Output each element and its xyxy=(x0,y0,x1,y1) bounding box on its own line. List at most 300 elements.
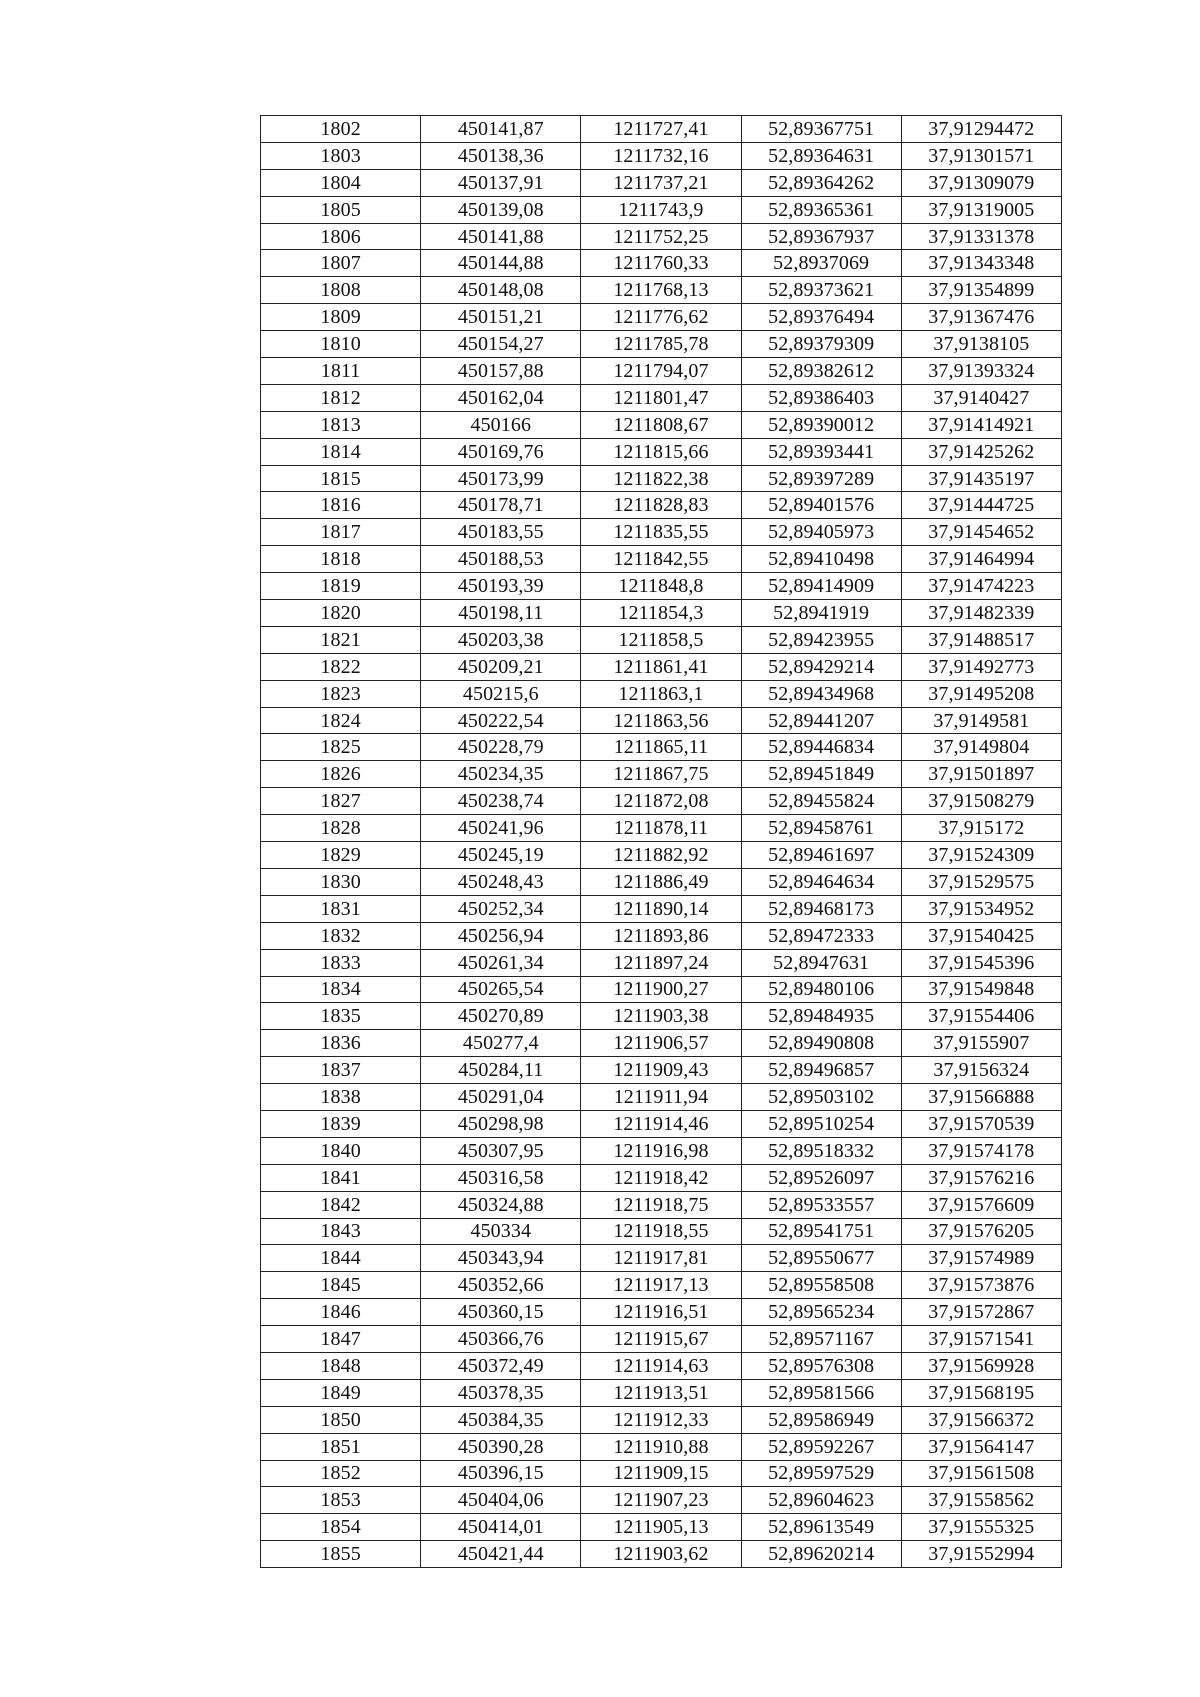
latitude-cell: 52,89461697 xyxy=(741,842,901,869)
table-row xyxy=(261,600,1062,627)
coordinates-table-body xyxy=(261,116,1062,1568)
latitude-cell: 52,89490808 xyxy=(741,1030,901,1057)
longitude-cell: 37,91534952 xyxy=(901,895,1061,922)
point-number-cell: 1808 xyxy=(261,277,421,304)
table-row xyxy=(261,223,1062,250)
y-coordinate-cell: 1211903,38 xyxy=(581,1003,741,1030)
y-coordinate-cell: 1211867,75 xyxy=(581,761,741,788)
x-coordinate-cell: 450248,43 xyxy=(421,868,581,895)
longitude-cell: 37,91570539 xyxy=(901,1110,1061,1137)
y-coordinate-cell: 1211914,63 xyxy=(581,1352,741,1379)
latitude-cell: 52,89364631 xyxy=(741,142,901,169)
x-coordinate-cell: 450188,53 xyxy=(421,546,581,573)
latitude-cell: 52,89565234 xyxy=(741,1299,901,1326)
point-number-cell: 1830 xyxy=(261,868,421,895)
y-coordinate-cell: 1211918,55 xyxy=(581,1218,741,1245)
point-number-cell: 1821 xyxy=(261,626,421,653)
longitude-cell: 37,91435197 xyxy=(901,465,1061,492)
table-row xyxy=(261,734,1062,761)
latitude-cell: 52,89434968 xyxy=(741,680,901,707)
x-coordinate-cell: 450209,21 xyxy=(421,653,581,680)
point-number-cell: 1831 xyxy=(261,895,421,922)
table-row xyxy=(261,1137,1062,1164)
latitude-cell: 52,89367751 xyxy=(741,116,901,143)
longitude-cell: 37,91354899 xyxy=(901,277,1061,304)
y-coordinate-cell: 1211828,83 xyxy=(581,492,741,519)
x-coordinate-cell: 450241,96 xyxy=(421,815,581,842)
y-coordinate-cell: 1211918,75 xyxy=(581,1191,741,1218)
y-coordinate-cell: 1211785,78 xyxy=(581,331,741,358)
table-row xyxy=(261,707,1062,734)
x-coordinate-cell: 450360,15 xyxy=(421,1299,581,1326)
longitude-cell: 37,91576216 xyxy=(901,1164,1061,1191)
latitude-cell: 52,89550677 xyxy=(741,1245,901,1272)
y-coordinate-cell: 1211768,13 xyxy=(581,277,741,304)
longitude-cell: 37,9138105 xyxy=(901,331,1061,358)
table-row xyxy=(261,1272,1062,1299)
x-coordinate-cell: 450238,74 xyxy=(421,788,581,815)
x-coordinate-cell: 450366,76 xyxy=(421,1326,581,1353)
point-number-cell: 1849 xyxy=(261,1379,421,1406)
x-coordinate-cell: 450252,34 xyxy=(421,895,581,922)
y-coordinate-cell: 1211915,67 xyxy=(581,1326,741,1353)
x-coordinate-cell: 450141,87 xyxy=(421,116,581,143)
latitude-cell: 52,89364262 xyxy=(741,169,901,196)
longitude-cell: 37,91569928 xyxy=(901,1352,1061,1379)
latitude-cell: 52,89423955 xyxy=(741,626,901,653)
x-coordinate-cell: 450178,71 xyxy=(421,492,581,519)
y-coordinate-cell: 1211727,41 xyxy=(581,116,741,143)
table-row xyxy=(261,546,1062,573)
longitude-cell: 37,91488517 xyxy=(901,626,1061,653)
x-coordinate-cell: 450256,94 xyxy=(421,922,581,949)
longitude-cell: 37,91309079 xyxy=(901,169,1061,196)
longitude-cell: 37,91464994 xyxy=(901,546,1061,573)
longitude-cell: 37,91393324 xyxy=(901,358,1061,385)
coordinates-table xyxy=(260,115,1062,1568)
latitude-cell: 52,89386403 xyxy=(741,384,901,411)
point-number-cell: 1826 xyxy=(261,761,421,788)
x-coordinate-cell: 450151,21 xyxy=(421,304,581,331)
longitude-cell: 37,91367476 xyxy=(901,304,1061,331)
latitude-cell: 52,89480106 xyxy=(741,976,901,1003)
latitude-cell: 52,89592267 xyxy=(741,1433,901,1460)
table-row xyxy=(261,411,1062,438)
y-coordinate-cell: 1211900,27 xyxy=(581,976,741,1003)
x-coordinate-cell: 450228,79 xyxy=(421,734,581,761)
x-coordinate-cell: 450324,88 xyxy=(421,1191,581,1218)
table-row xyxy=(261,1003,1062,1030)
y-coordinate-cell: 1211906,57 xyxy=(581,1030,741,1057)
y-coordinate-cell: 1211917,13 xyxy=(581,1272,741,1299)
y-coordinate-cell: 1211842,55 xyxy=(581,546,741,573)
y-coordinate-cell: 1211760,33 xyxy=(581,250,741,277)
point-number-cell: 1814 xyxy=(261,438,421,465)
table-row xyxy=(261,895,1062,922)
longitude-cell: 37,91564147 xyxy=(901,1433,1061,1460)
longitude-cell: 37,91454652 xyxy=(901,519,1061,546)
table-row xyxy=(261,438,1062,465)
latitude-cell: 52,89397289 xyxy=(741,465,901,492)
point-number-cell: 1806 xyxy=(261,223,421,250)
point-number-cell: 1846 xyxy=(261,1299,421,1326)
x-coordinate-cell: 450307,95 xyxy=(421,1137,581,1164)
table-row xyxy=(261,761,1062,788)
table-row xyxy=(261,1541,1062,1568)
table-row xyxy=(261,465,1062,492)
table-row xyxy=(261,1245,1062,1272)
point-number-cell: 1803 xyxy=(261,142,421,169)
point-number-cell: 1812 xyxy=(261,384,421,411)
y-coordinate-cell: 1211822,38 xyxy=(581,465,741,492)
x-coordinate-cell: 450372,49 xyxy=(421,1352,581,1379)
latitude-cell: 52,89405973 xyxy=(741,519,901,546)
x-coordinate-cell: 450183,55 xyxy=(421,519,581,546)
point-number-cell: 1825 xyxy=(261,734,421,761)
latitude-cell: 52,89472333 xyxy=(741,922,901,949)
latitude-cell: 52,89620214 xyxy=(741,1541,901,1568)
table-row xyxy=(261,815,1062,842)
longitude-cell: 37,91576609 xyxy=(901,1191,1061,1218)
table-row xyxy=(261,842,1062,869)
point-number-cell: 1852 xyxy=(261,1460,421,1487)
point-number-cell: 1853 xyxy=(261,1487,421,1514)
latitude-cell: 52,89410498 xyxy=(741,546,901,573)
latitude-cell: 52,89441207 xyxy=(741,707,901,734)
longitude-cell: 37,91571541 xyxy=(901,1326,1061,1353)
longitude-cell: 37,91576205 xyxy=(901,1218,1061,1245)
latitude-cell: 52,89468173 xyxy=(741,895,901,922)
latitude-cell: 52,89464634 xyxy=(741,868,901,895)
y-coordinate-cell: 1211737,21 xyxy=(581,169,741,196)
point-number-cell: 1817 xyxy=(261,519,421,546)
table-row xyxy=(261,1084,1062,1111)
x-coordinate-cell: 450390,28 xyxy=(421,1433,581,1460)
x-coordinate-cell: 450141,88 xyxy=(421,223,581,250)
longitude-cell: 37,91529575 xyxy=(901,868,1061,895)
longitude-cell: 37,915172 xyxy=(901,815,1061,842)
y-coordinate-cell: 1211905,13 xyxy=(581,1514,741,1541)
table-row xyxy=(261,1326,1062,1353)
longitude-cell: 37,91524309 xyxy=(901,842,1061,869)
point-number-cell: 1809 xyxy=(261,304,421,331)
table-row xyxy=(261,304,1062,331)
y-coordinate-cell: 1211909,15 xyxy=(581,1460,741,1487)
y-coordinate-cell: 1211808,67 xyxy=(581,411,741,438)
longitude-cell: 37,91425262 xyxy=(901,438,1061,465)
longitude-cell: 37,91568195 xyxy=(901,1379,1061,1406)
x-coordinate-cell: 450234,35 xyxy=(421,761,581,788)
point-number-cell: 1816 xyxy=(261,492,421,519)
point-number-cell: 1839 xyxy=(261,1110,421,1137)
latitude-cell: 52,89526097 xyxy=(741,1164,901,1191)
x-coordinate-cell: 450261,34 xyxy=(421,949,581,976)
table-row xyxy=(261,868,1062,895)
latitude-cell: 52,89455824 xyxy=(741,788,901,815)
point-number-cell: 1834 xyxy=(261,976,421,1003)
table-row xyxy=(261,116,1062,143)
point-number-cell: 1844 xyxy=(261,1245,421,1272)
point-number-cell: 1822 xyxy=(261,653,421,680)
y-coordinate-cell: 1211835,55 xyxy=(581,519,741,546)
point-number-cell: 1810 xyxy=(261,331,421,358)
point-number-cell: 1836 xyxy=(261,1030,421,1057)
y-coordinate-cell: 1211903,62 xyxy=(581,1541,741,1568)
latitude-cell: 52,89367937 xyxy=(741,223,901,250)
latitude-cell: 52,89376494 xyxy=(741,304,901,331)
table-row xyxy=(261,142,1062,169)
latitude-cell: 52,89458761 xyxy=(741,815,901,842)
x-coordinate-cell: 450169,76 xyxy=(421,438,581,465)
y-coordinate-cell: 1211854,3 xyxy=(581,600,741,627)
point-number-cell: 1847 xyxy=(261,1326,421,1353)
latitude-cell: 52,89414909 xyxy=(741,573,901,600)
y-coordinate-cell: 1211893,86 xyxy=(581,922,741,949)
point-number-cell: 1855 xyxy=(261,1541,421,1568)
longitude-cell: 37,91566372 xyxy=(901,1406,1061,1433)
table-row xyxy=(261,277,1062,304)
table-row xyxy=(261,1379,1062,1406)
latitude-cell: 52,89541751 xyxy=(741,1218,901,1245)
longitude-cell: 37,9155907 xyxy=(901,1030,1061,1057)
longitude-cell: 37,9149581 xyxy=(901,707,1061,734)
x-coordinate-cell: 450270,89 xyxy=(421,1003,581,1030)
longitude-cell: 37,91343348 xyxy=(901,250,1061,277)
point-number-cell: 1815 xyxy=(261,465,421,492)
point-number-cell: 1804 xyxy=(261,169,421,196)
latitude-cell: 52,89510254 xyxy=(741,1110,901,1137)
x-coordinate-cell: 450148,08 xyxy=(421,277,581,304)
table-row xyxy=(261,250,1062,277)
y-coordinate-cell: 1211907,23 xyxy=(581,1487,741,1514)
point-number-cell: 1828 xyxy=(261,815,421,842)
x-coordinate-cell: 450298,98 xyxy=(421,1110,581,1137)
x-coordinate-cell: 450421,44 xyxy=(421,1541,581,1568)
x-coordinate-cell: 450414,01 xyxy=(421,1514,581,1541)
table-row xyxy=(261,1110,1062,1137)
longitude-cell: 37,91492773 xyxy=(901,653,1061,680)
point-number-cell: 1843 xyxy=(261,1218,421,1245)
point-number-cell: 1807 xyxy=(261,250,421,277)
point-number-cell: 1837 xyxy=(261,1057,421,1084)
point-number-cell: 1842 xyxy=(261,1191,421,1218)
y-coordinate-cell: 1211882,92 xyxy=(581,842,741,869)
longitude-cell: 37,9149804 xyxy=(901,734,1061,761)
point-number-cell: 1802 xyxy=(261,116,421,143)
latitude-cell: 52,89451849 xyxy=(741,761,901,788)
longitude-cell: 37,91555325 xyxy=(901,1514,1061,1541)
table-row xyxy=(261,573,1062,600)
y-coordinate-cell: 1211897,24 xyxy=(581,949,741,976)
table-row xyxy=(261,358,1062,385)
y-coordinate-cell: 1211910,88 xyxy=(581,1433,741,1460)
table-row xyxy=(261,653,1062,680)
longitude-cell: 37,91561508 xyxy=(901,1460,1061,1487)
latitude-cell: 52,89401576 xyxy=(741,492,901,519)
y-coordinate-cell: 1211732,16 xyxy=(581,142,741,169)
latitude-cell: 52,89576308 xyxy=(741,1352,901,1379)
point-number-cell: 1818 xyxy=(261,546,421,573)
table-row xyxy=(261,1406,1062,1433)
x-coordinate-cell: 450384,35 xyxy=(421,1406,581,1433)
point-number-cell: 1820 xyxy=(261,600,421,627)
x-coordinate-cell: 450144,88 xyxy=(421,250,581,277)
x-coordinate-cell: 450352,66 xyxy=(421,1272,581,1299)
longitude-cell: 37,91495208 xyxy=(901,680,1061,707)
longitude-cell: 37,91482339 xyxy=(901,600,1061,627)
table-row xyxy=(261,196,1062,223)
point-number-cell: 1838 xyxy=(261,1084,421,1111)
longitude-cell: 37,9140427 xyxy=(901,384,1061,411)
y-coordinate-cell: 1211878,11 xyxy=(581,815,741,842)
latitude-cell: 52,89586949 xyxy=(741,1406,901,1433)
x-coordinate-cell: 450404,06 xyxy=(421,1487,581,1514)
latitude-cell: 52,89390012 xyxy=(741,411,901,438)
longitude-cell: 37,91566888 xyxy=(901,1084,1061,1111)
longitude-cell: 37,91301571 xyxy=(901,142,1061,169)
latitude-cell: 52,89503102 xyxy=(741,1084,901,1111)
x-coordinate-cell: 450334 xyxy=(421,1218,581,1245)
y-coordinate-cell: 1211913,51 xyxy=(581,1379,741,1406)
x-coordinate-cell: 450139,08 xyxy=(421,196,581,223)
x-coordinate-cell: 450291,04 xyxy=(421,1084,581,1111)
longitude-cell: 37,91294472 xyxy=(901,116,1061,143)
longitude-cell: 37,91474223 xyxy=(901,573,1061,600)
y-coordinate-cell: 1211912,33 xyxy=(581,1406,741,1433)
latitude-cell: 52,89597529 xyxy=(741,1460,901,1487)
point-number-cell: 1845 xyxy=(261,1272,421,1299)
x-coordinate-cell: 450198,11 xyxy=(421,600,581,627)
table-row xyxy=(261,519,1062,546)
point-number-cell: 1850 xyxy=(261,1406,421,1433)
y-coordinate-cell: 1211863,1 xyxy=(581,680,741,707)
longitude-cell: 37,91572867 xyxy=(901,1299,1061,1326)
longitude-cell: 37,91331378 xyxy=(901,223,1061,250)
y-coordinate-cell: 1211890,14 xyxy=(581,895,741,922)
table-row xyxy=(261,492,1062,519)
longitude-cell: 37,91508279 xyxy=(901,788,1061,815)
x-coordinate-cell: 450284,11 xyxy=(421,1057,581,1084)
y-coordinate-cell: 1211776,62 xyxy=(581,304,741,331)
x-coordinate-cell: 450316,58 xyxy=(421,1164,581,1191)
point-number-cell: 1824 xyxy=(261,707,421,734)
table-row xyxy=(261,1030,1062,1057)
x-coordinate-cell: 450193,39 xyxy=(421,573,581,600)
table-row xyxy=(261,331,1062,358)
longitude-cell: 37,91501897 xyxy=(901,761,1061,788)
table-row xyxy=(261,1218,1062,1245)
y-coordinate-cell: 1211801,47 xyxy=(581,384,741,411)
longitude-cell: 37,91573876 xyxy=(901,1272,1061,1299)
latitude-cell: 52,89365361 xyxy=(741,196,901,223)
table-row xyxy=(261,976,1062,1003)
x-coordinate-cell: 450154,27 xyxy=(421,331,581,358)
y-coordinate-cell: 1211918,42 xyxy=(581,1164,741,1191)
x-coordinate-cell: 450222,54 xyxy=(421,707,581,734)
point-number-cell: 1811 xyxy=(261,358,421,385)
point-number-cell: 1835 xyxy=(261,1003,421,1030)
longitude-cell: 37,91574989 xyxy=(901,1245,1061,1272)
table-row xyxy=(261,1164,1062,1191)
latitude-cell: 52,89382612 xyxy=(741,358,901,385)
latitude-cell: 52,89604623 xyxy=(741,1487,901,1514)
table-row xyxy=(261,384,1062,411)
latitude-cell: 52,89558508 xyxy=(741,1272,901,1299)
latitude-cell: 52,89379309 xyxy=(741,331,901,358)
x-coordinate-cell: 450265,54 xyxy=(421,976,581,1003)
longitude-cell: 37,91558562 xyxy=(901,1487,1061,1514)
longitude-cell: 37,91554406 xyxy=(901,1003,1061,1030)
point-number-cell: 1819 xyxy=(261,573,421,600)
x-coordinate-cell: 450378,35 xyxy=(421,1379,581,1406)
latitude-cell: 52,8941919 xyxy=(741,600,901,627)
point-number-cell: 1813 xyxy=(261,411,421,438)
latitude-cell: 52,89571167 xyxy=(741,1326,901,1353)
y-coordinate-cell: 1211858,5 xyxy=(581,626,741,653)
table-row xyxy=(261,788,1062,815)
x-coordinate-cell: 450245,19 xyxy=(421,842,581,869)
x-coordinate-cell: 450215,6 xyxy=(421,680,581,707)
latitude-cell: 52,89429214 xyxy=(741,653,901,680)
table-row xyxy=(261,626,1062,653)
latitude-cell: 52,89613549 xyxy=(741,1514,901,1541)
y-coordinate-cell: 1211914,46 xyxy=(581,1110,741,1137)
longitude-cell: 37,91540425 xyxy=(901,922,1061,949)
longitude-cell: 37,91545396 xyxy=(901,949,1061,976)
longitude-cell: 37,91414921 xyxy=(901,411,1061,438)
point-number-cell: 1833 xyxy=(261,949,421,976)
y-coordinate-cell: 1211916,51 xyxy=(581,1299,741,1326)
latitude-cell: 52,89446834 xyxy=(741,734,901,761)
y-coordinate-cell: 1211917,81 xyxy=(581,1245,741,1272)
longitude-cell: 37,91549848 xyxy=(901,976,1061,1003)
y-coordinate-cell: 1211886,49 xyxy=(581,868,741,895)
y-coordinate-cell: 1211794,07 xyxy=(581,358,741,385)
x-coordinate-cell: 450138,36 xyxy=(421,142,581,169)
point-number-cell: 1841 xyxy=(261,1164,421,1191)
x-coordinate-cell: 450173,99 xyxy=(421,465,581,492)
y-coordinate-cell: 1211861,41 xyxy=(581,653,741,680)
y-coordinate-cell: 1211865,11 xyxy=(581,734,741,761)
x-coordinate-cell: 450137,91 xyxy=(421,169,581,196)
table-row xyxy=(261,1352,1062,1379)
y-coordinate-cell: 1211872,08 xyxy=(581,788,741,815)
latitude-cell: 52,89533557 xyxy=(741,1191,901,1218)
y-coordinate-cell: 1211916,98 xyxy=(581,1137,741,1164)
latitude-cell: 52,89484935 xyxy=(741,1003,901,1030)
x-coordinate-cell: 450166 xyxy=(421,411,581,438)
table-row xyxy=(261,949,1062,976)
point-number-cell: 1829 xyxy=(261,842,421,869)
y-coordinate-cell: 1211752,25 xyxy=(581,223,741,250)
table-row xyxy=(261,1299,1062,1326)
table-row xyxy=(261,1460,1062,1487)
latitude-cell: 52,8937069 xyxy=(741,250,901,277)
latitude-cell: 52,89581566 xyxy=(741,1379,901,1406)
latitude-cell: 52,89393441 xyxy=(741,438,901,465)
point-number-cell: 1854 xyxy=(261,1514,421,1541)
x-coordinate-cell: 450162,04 xyxy=(421,384,581,411)
table-row xyxy=(261,1433,1062,1460)
x-coordinate-cell: 450277,4 xyxy=(421,1030,581,1057)
x-coordinate-cell: 450157,88 xyxy=(421,358,581,385)
y-coordinate-cell: 1211743,9 xyxy=(581,196,741,223)
point-number-cell: 1832 xyxy=(261,922,421,949)
longitude-cell: 37,91552994 xyxy=(901,1541,1061,1568)
y-coordinate-cell: 1211909,43 xyxy=(581,1057,741,1084)
latitude-cell: 52,89518332 xyxy=(741,1137,901,1164)
point-number-cell: 1840 xyxy=(261,1137,421,1164)
